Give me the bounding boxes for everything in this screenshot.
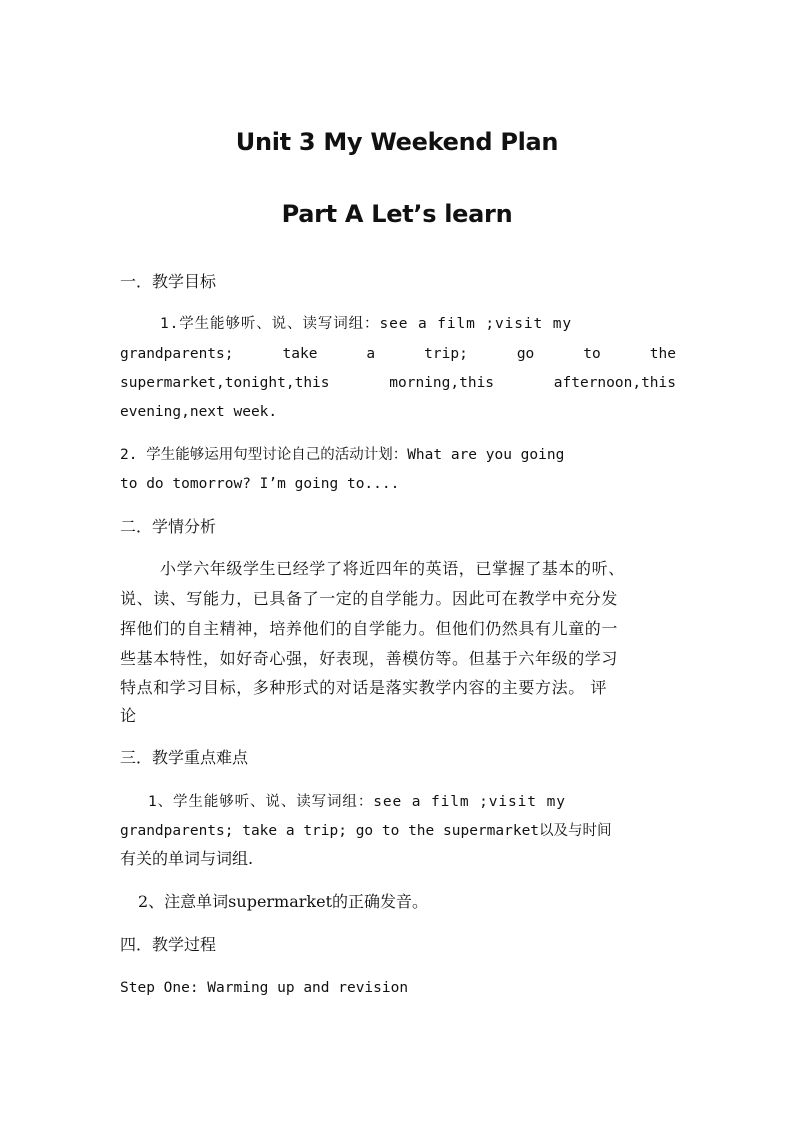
word: morning,this bbox=[389, 375, 495, 391]
analysis-line-6: 论 bbox=[120, 706, 137, 725]
document-title: Unit 3 My Weekend Plan bbox=[235, 128, 559, 156]
objective-1-line-4: evening,next week. bbox=[120, 404, 278, 420]
word: go bbox=[516, 346, 535, 362]
objective-1-line-1: 1.学生能够听、说、读写词组：see a film ;visit my bbox=[160, 316, 573, 332]
analysis-line-5: 特点和学习目标，多种形式的对话是落实教学内容的主要方法。 评 bbox=[120, 678, 608, 697]
key-point-1-line-2: grandparents; take a trip; go to the supermarket以及与时间 bbox=[120, 823, 612, 839]
key-point-1-line-3: 有关的单词与词组. bbox=[120, 849, 254, 868]
objective-1-line-2 bbox=[120, 344, 676, 364]
analysis-line-4: 些基本特性，如好奇心强，好表现，善模仿等。但基于六年级的学习 bbox=[120, 649, 619, 668]
word: trip; bbox=[424, 346, 468, 362]
objective-2-line-2: to do tomorrow? I’m going to.... bbox=[120, 476, 400, 492]
key-point-1-line-1: 1、学生能够听、说、读写词组：see a film ;visit my bbox=[148, 794, 566, 810]
word: a bbox=[366, 346, 376, 362]
section-heading-analysis: 二．学情分析 bbox=[120, 517, 217, 536]
analysis-line-2: 说、读、写能力，已具备了一定的自学能力。因此可在教学中充分发 bbox=[120, 589, 619, 608]
word: afternoon,this bbox=[553, 375, 676, 391]
word: the bbox=[649, 346, 676, 362]
key-point-2: 2、注意单词supermarket的正确发音。 bbox=[138, 892, 429, 911]
section-heading-objectives: 一．教学目标 bbox=[120, 272, 217, 291]
step-one-heading: Step One: Warming up and revision bbox=[120, 980, 409, 996]
objective-2-line-1: 2. 学生能够运用句型讨论自己的活动计划：What are you going bbox=[120, 447, 565, 463]
section-heading-key-points: 三．教学重点难点 bbox=[120, 748, 249, 767]
word: to bbox=[583, 346, 601, 362]
word: take bbox=[282, 346, 318, 362]
document-subtitle: Part A Let’s learn bbox=[281, 200, 513, 228]
analysis-line-1: 小学六年级学生已经学了将近四年的英语，已掌握了基本的听、 bbox=[160, 559, 625, 578]
section-heading-process: 四．教学过程 bbox=[120, 935, 217, 954]
word: grandparents; bbox=[120, 346, 234, 362]
word: supermarket,tonight,this bbox=[120, 375, 330, 391]
analysis-line-3: 挥他们的自主精神，培养他们的自学能力。但他们仍然具有儿童的一 bbox=[120, 619, 619, 638]
objective-1-line-3 bbox=[120, 373, 676, 393]
